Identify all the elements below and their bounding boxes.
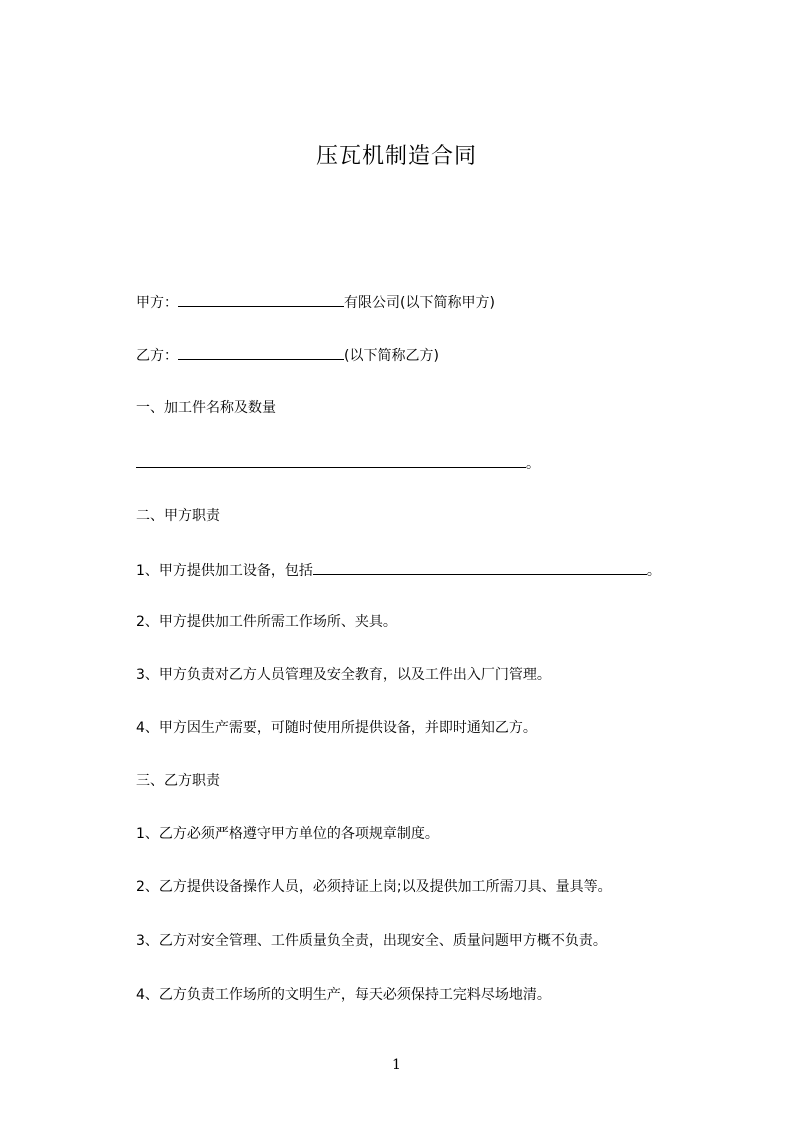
equipment-list-blank[interactable] xyxy=(313,559,647,575)
party-b-label: 乙方： xyxy=(136,348,178,364)
document-title: 压瓦机制造合同 xyxy=(315,144,477,169)
page-number: 1 xyxy=(392,1057,401,1073)
section-3-heading: 三、乙方职责 xyxy=(136,773,220,789)
workpiece-name-quantity-blank[interactable] xyxy=(136,452,526,468)
section-3-item-1: 1、乙方必须严格遵守甲方单位的各项规章制度。 xyxy=(136,826,439,842)
section-1-end-mark: 。 xyxy=(526,456,540,472)
section-2-item-3: 3、甲方负责对乙方人员管理及安全教育，以及工件出入厂门管理。 xyxy=(136,667,551,683)
party-a-line xyxy=(136,291,495,313)
section-2-item-1-prefix: 1、甲方提供加工设备，包括 xyxy=(136,563,313,579)
section-2-item-4: 4、甲方因生产需要，可随时使用所提供设备，并即时通知乙方。 xyxy=(136,720,537,736)
section-3-item-2: 2、乙方提供设备操作人员，必须持证上岗;以及提供加工所需刀具、量具等。 xyxy=(136,879,612,895)
party-a-name-blank[interactable] xyxy=(178,291,344,307)
section-3-item-4: 4、乙方负责工作场所的文明生产，每天必须保持工完料尽场地清。 xyxy=(136,987,551,1003)
section-2-item-2: 2、甲方提供加工件所需工作场所、夹具。 xyxy=(136,614,397,630)
party-b-suffix: (以下简称乙方) xyxy=(344,348,439,364)
section-1-fill-line xyxy=(136,452,540,474)
party-a-label: 甲方： xyxy=(136,295,178,311)
section-2-item-1 xyxy=(136,559,661,581)
section-1-heading: 一、加工件名称及数量 xyxy=(136,400,276,416)
party-a-suffix: 有限公司(以下简称甲方) xyxy=(344,295,495,311)
party-b-line xyxy=(136,344,439,366)
party-b-name-blank[interactable] xyxy=(178,344,344,360)
section-2-item-1-suffix: 。 xyxy=(646,563,661,579)
section-2-heading: 二、甲方职责 xyxy=(136,508,220,524)
section-3-item-3: 3、乙方对安全管理、工件质量负全责，出现安全、质量问题甲方概不负责。 xyxy=(136,933,607,949)
